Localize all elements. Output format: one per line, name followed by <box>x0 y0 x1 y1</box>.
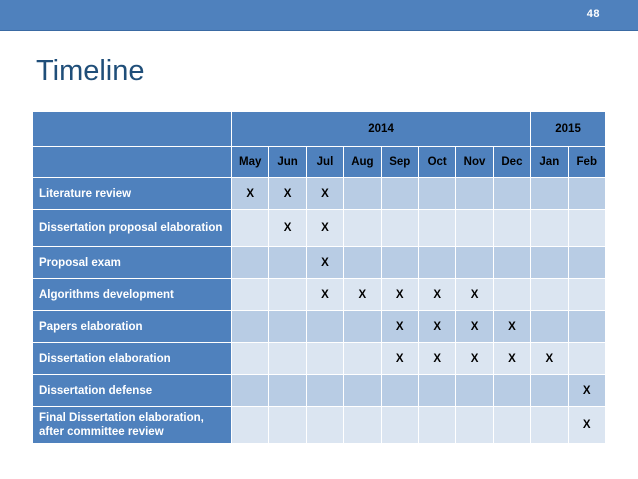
empty-cell <box>232 247 269 279</box>
scheduled-mark: X <box>456 343 493 375</box>
task-label: Papers elaboration <box>33 311 232 343</box>
task-label: Dissertation proposal elaboration <box>33 210 232 247</box>
empty-cell <box>418 210 455 247</box>
empty-cell <box>568 247 605 279</box>
scheduled-mark: X <box>568 407 605 444</box>
empty-cell <box>381 247 418 279</box>
empty-cell <box>381 178 418 210</box>
empty-cell <box>493 210 530 247</box>
empty-cell <box>232 375 269 407</box>
empty-cell <box>269 375 306 407</box>
empty-cell <box>344 178 381 210</box>
empty-cell <box>493 279 530 311</box>
month-header: Dec <box>493 147 530 178</box>
month-header: Jan <box>531 147 568 178</box>
month-header: Jun <box>269 147 306 178</box>
empty-cell <box>568 210 605 247</box>
year-header: 2014 <box>232 112 531 147</box>
empty-cell <box>456 407 493 444</box>
year-header-row <box>33 112 606 147</box>
empty-cell <box>269 343 306 375</box>
empty-cell <box>531 247 568 279</box>
empty-cell <box>232 279 269 311</box>
empty-cell <box>531 311 568 343</box>
empty-cell <box>232 311 269 343</box>
timeline-table <box>32 111 606 444</box>
scheduled-mark: X <box>418 279 455 311</box>
empty-cell <box>493 178 530 210</box>
task-label: Literature review <box>33 178 232 210</box>
month-header: Jul <box>306 147 343 178</box>
task-label: Dissertation defense <box>33 375 232 407</box>
month-header-row <box>33 147 606 178</box>
empty-cell <box>568 178 605 210</box>
empty-cell <box>531 210 568 247</box>
empty-cell <box>531 375 568 407</box>
scheduled-mark: X <box>568 375 605 407</box>
empty-cell <box>344 407 381 444</box>
empty-cell <box>418 375 455 407</box>
top-banner <box>0 0 638 31</box>
task-row <box>33 311 606 343</box>
scheduled-mark: X <box>381 311 418 343</box>
task-row <box>33 247 606 279</box>
month-header: Aug <box>344 147 381 178</box>
scheduled-mark: X <box>381 279 418 311</box>
empty-cell <box>232 210 269 247</box>
empty-cell <box>418 178 455 210</box>
empty-cell <box>269 247 306 279</box>
month-header: Sep <box>381 147 418 178</box>
empty-cell <box>456 247 493 279</box>
scheduled-mark: X <box>531 343 568 375</box>
scheduled-mark: X <box>269 210 306 247</box>
slide-title: Timeline <box>36 55 145 87</box>
empty-cell <box>232 407 269 444</box>
empty-cell <box>381 407 418 444</box>
scheduled-mark: X <box>232 178 269 210</box>
empty-cell <box>344 375 381 407</box>
scheduled-mark: X <box>269 178 306 210</box>
scheduled-mark: X <box>418 311 455 343</box>
scheduled-mark: X <box>344 279 381 311</box>
empty-cell <box>531 178 568 210</box>
task-label: Proposal exam <box>33 247 232 279</box>
task-row <box>33 210 606 247</box>
scheduled-mark: X <box>306 279 343 311</box>
scheduled-mark: X <box>493 343 530 375</box>
empty-cell <box>493 247 530 279</box>
scheduled-mark: X <box>418 343 455 375</box>
empty-cell <box>456 375 493 407</box>
task-label: Final Dissertation elaboration, after committee review <box>33 407 232 444</box>
empty-cell <box>344 210 381 247</box>
empty-cell <box>306 407 343 444</box>
scheduled-mark: X <box>381 343 418 375</box>
empty-cell <box>456 178 493 210</box>
task-row <box>33 178 606 210</box>
empty-cell <box>568 311 605 343</box>
header-blank-cell <box>33 112 232 147</box>
scheduled-mark: X <box>456 311 493 343</box>
task-label: Algorithms development <box>33 279 232 311</box>
empty-cell <box>306 311 343 343</box>
scheduled-mark: X <box>306 247 343 279</box>
empty-cell <box>306 343 343 375</box>
scheduled-mark: X <box>306 178 343 210</box>
empty-cell <box>531 407 568 444</box>
empty-cell <box>418 247 455 279</box>
empty-cell <box>269 311 306 343</box>
empty-cell <box>568 343 605 375</box>
month-header: Nov <box>456 147 493 178</box>
task-row <box>33 343 606 375</box>
empty-cell <box>531 279 568 311</box>
task-row <box>33 279 606 311</box>
empty-cell <box>344 343 381 375</box>
empty-cell <box>381 210 418 247</box>
empty-cell <box>344 247 381 279</box>
empty-cell <box>269 407 306 444</box>
task-row <box>33 375 606 407</box>
empty-cell <box>381 375 418 407</box>
scheduled-mark: X <box>456 279 493 311</box>
month-header: May <box>232 147 269 178</box>
task-label: Dissertation elaboration <box>33 343 232 375</box>
empty-cell <box>306 375 343 407</box>
empty-cell <box>344 311 381 343</box>
header-blank-cell <box>33 147 232 178</box>
empty-cell <box>418 407 455 444</box>
scheduled-mark: X <box>306 210 343 247</box>
task-row <box>33 407 606 444</box>
empty-cell <box>269 279 306 311</box>
page-number: 48 <box>586 8 600 20</box>
scheduled-mark: X <box>493 311 530 343</box>
empty-cell <box>568 279 605 311</box>
empty-cell <box>493 375 530 407</box>
empty-cell <box>456 210 493 247</box>
empty-cell <box>493 407 530 444</box>
month-header: Feb <box>568 147 605 178</box>
empty-cell <box>232 343 269 375</box>
year-header: 2015 <box>531 112 606 147</box>
month-header: Oct <box>418 147 455 178</box>
